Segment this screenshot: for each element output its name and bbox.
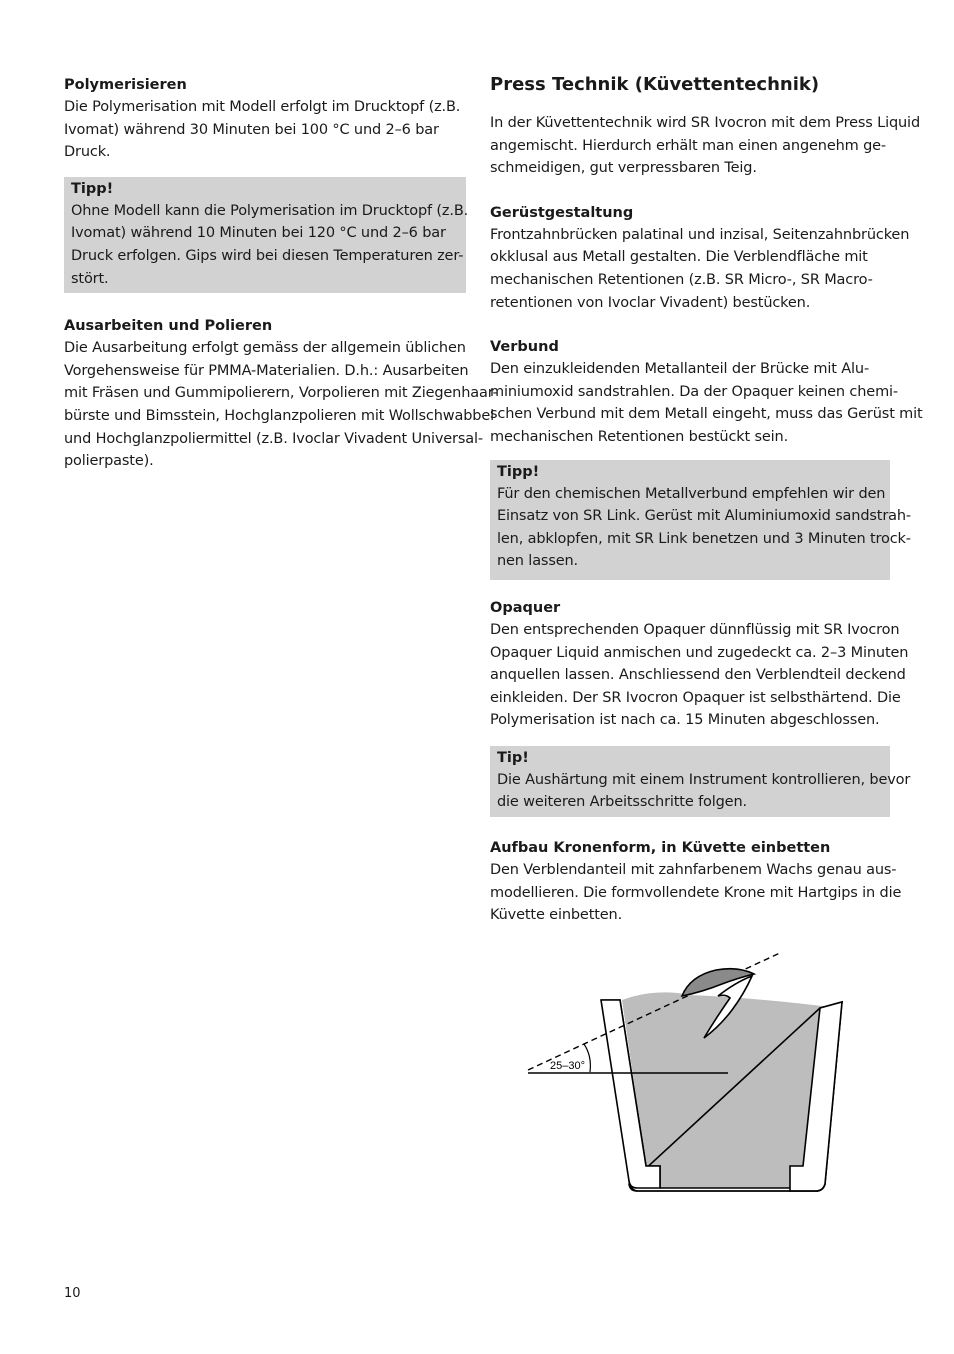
text-line: Druck. bbox=[64, 144, 111, 161]
text-line: len, abklopfen, mit SR Link benetzen und 3 Minuten trock- bbox=[497, 530, 911, 547]
section-polymerisieren bbox=[64, 74, 466, 164]
text-line: Frontzahnbrücken palatinal und inzisal, Seitenzahnbrücken bbox=[490, 226, 910, 243]
text-line: bürste und Bimsstein, Hochglanzpolieren mit Wollschwabbel bbox=[64, 407, 494, 424]
text-line: mit Fräsen und Gummipolierern, Vorpolieren mit Ziegenhaar- bbox=[64, 385, 498, 402]
text-line: Den Verblendanteil mit zahnfarbenem Wachs genau aus- bbox=[490, 862, 897, 879]
heading-verbund: Verbund bbox=[490, 339, 559, 356]
page-number: 10 bbox=[64, 1286, 81, 1301]
right-column bbox=[490, 72, 923, 927]
text-line: Den entsprechenden Opaquer dünnflüssig mit SR Ivocron bbox=[490, 621, 900, 638]
text-line: Küvette einbetten. bbox=[490, 907, 623, 924]
section-verbund bbox=[490, 336, 923, 448]
text-line: Den einzukleidenden Metallanteil der Brücke mit Alu- bbox=[490, 361, 870, 378]
tip-text bbox=[497, 483, 911, 573]
heading-aufbau: Aufbau Kronenform, in Küvette einbetten bbox=[490, 840, 831, 857]
text-line: okklusal aus Metall gestalten. Die Verblendfläche mit bbox=[490, 249, 868, 266]
text-line: Ivomat) während 10 Minuten bei 120 °C und 2–6 bar bbox=[71, 225, 446, 242]
text-line: Druck erfolgen. Gips wird bei diesen Temperaturen zer- bbox=[71, 247, 464, 264]
text-line: polierpaste). bbox=[64, 453, 154, 470]
tip-text bbox=[497, 769, 911, 814]
text-line: nen lassen. bbox=[497, 553, 579, 570]
paragraph-ausarbeiten bbox=[64, 337, 498, 473]
text-line: anquellen lassen. Anschliessend den Verblendteil deckend bbox=[490, 667, 906, 684]
paragraph-opaquer bbox=[490, 619, 909, 732]
heading-polymerisieren: Polymerisieren bbox=[64, 77, 187, 93]
tip-box-3 bbox=[490, 746, 911, 817]
cuvette-diagram bbox=[520, 948, 880, 1202]
text-line: Die Aushärtung mit einem Instrument kontrollieren, bevor bbox=[497, 771, 911, 788]
tip-text bbox=[71, 200, 469, 290]
text-line: mechanischen Retentionen (z.B. SR Micro-, SR Macro- bbox=[490, 271, 873, 288]
heading-geruestgestaltung: Gerüstgestaltung bbox=[490, 204, 634, 221]
text-line: stört. bbox=[71, 270, 109, 287]
text-line: und Hochglanzpoliermittel (z.B. Ivoclar Vivadent Universal- bbox=[64, 430, 483, 447]
text-line: modellieren. Die formvollendete Krone mit Hartgips in die bbox=[490, 884, 902, 901]
heading-ausarbeiten: Ausarbeiten und Polieren bbox=[64, 318, 273, 335]
text-line: Opaquer Liquid anmischen und zugedeckt ca. 2–3 Minuten bbox=[490, 644, 909, 661]
text-line: mechanischen Retentionen bestückt sein. bbox=[490, 428, 789, 445]
angle-label: 25–30° bbox=[550, 1060, 585, 1072]
section-ausarbeiten bbox=[64, 315, 498, 473]
text-line: miniumoxid sandstrahlen. Da der Opaquer keinen chemi- bbox=[490, 383, 899, 400]
section-geruestgestaltung bbox=[490, 202, 910, 314]
text-line: Polymerisation ist nach ca. 15 Minuten abgeschlossen. bbox=[490, 712, 880, 729]
page-title: Press Technik (Küvettentechnik) bbox=[490, 74, 820, 95]
paragraph-aufbau bbox=[490, 859, 902, 927]
paragraph-polymerisieren bbox=[64, 96, 466, 164]
text-line: Die Polymerisation mit Modell erfolgt im Drucktopf (z.B. bbox=[64, 99, 461, 115]
text-line: Die Ausarbeitung erfolgt gemäss der allgemein üblichen bbox=[64, 340, 466, 357]
paragraph-verbund bbox=[490, 358, 923, 448]
section-opaquer bbox=[490, 597, 909, 732]
text-line: In der Küvettentechnik wird SR Ivocron mit dem Press Liquid bbox=[490, 115, 920, 131]
text-line: schmeidigen, gut verpressbaren Teig. bbox=[490, 160, 757, 177]
text-line: retentionen von Ivoclar Vivadent) bestücken. bbox=[490, 294, 811, 311]
text-line: Ivomat) während 30 Minuten bei 100 °C und 2–6 bar bbox=[64, 121, 439, 138]
tip-box-1 bbox=[64, 177, 469, 293]
text-line: angemischt. Hierdurch erhält man einen angenehm ge- bbox=[490, 137, 886, 154]
tip-box-2 bbox=[490, 460, 911, 580]
text-line: Vorgehensweise für PMMA-Materialien. D.h.: Ausarbeiten bbox=[64, 362, 469, 379]
text-line: Einsatz von SR Link. Gerüst mit Aluminiumoxid sandstrah- bbox=[497, 508, 911, 525]
text-line: Ohne Modell kann die Polymerisation im Drucktopf (z.B. bbox=[71, 202, 469, 219]
text-line: einkleiden. Der SR Ivocron Opaquer ist selbsthärtend. Die bbox=[490, 689, 901, 706]
tip-heading: Tipp! bbox=[71, 180, 114, 197]
heading-opaquer: Opaquer bbox=[490, 599, 561, 616]
left-column bbox=[64, 72, 498, 473]
text-line: die weiteren Arbeitsschritte folgen. bbox=[497, 794, 747, 811]
tip-heading: Tip! bbox=[497, 749, 529, 766]
paragraph-intro bbox=[490, 112, 920, 180]
text-line: Für den chemischen Metallverbund empfehlen wir den bbox=[497, 485, 886, 502]
text-line: schen Verbund mit dem Metall eingeht, muss das Gerüst mit bbox=[490, 406, 923, 423]
section-aufbau bbox=[490, 837, 902, 927]
tip-heading: Tipp! bbox=[497, 463, 540, 480]
paragraph-geruestgestaltung bbox=[490, 224, 910, 314]
